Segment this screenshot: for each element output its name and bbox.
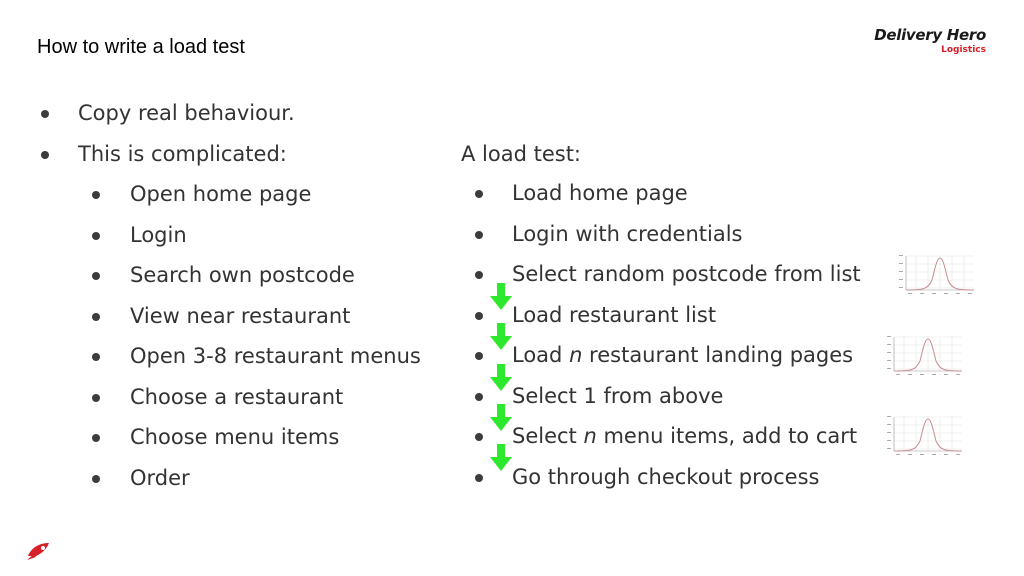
left-subitem: Choose a restaurant (130, 385, 344, 409)
bullet-dot (41, 110, 49, 118)
distribution-chart-icon (884, 413, 964, 459)
left-subitem: Open home page (130, 182, 312, 206)
right-item: Load restaurant list (512, 303, 717, 327)
green-down-arrow-icon (490, 444, 512, 472)
bullet-dot (92, 191, 100, 199)
left-item-copy-behaviour: Copy real behaviour. (78, 101, 295, 125)
left-item-complicated: This is complicated: (78, 142, 287, 166)
bullet-dot (475, 312, 483, 320)
right-item: Load home page (512, 181, 688, 205)
distribution-chart-icon (896, 252, 976, 298)
distribution-chart-icon (884, 333, 964, 379)
right-item: Select n menu items, add to cart (512, 424, 858, 448)
delivery-hero-logo (870, 26, 994, 62)
slide-title: How to write a load test (37, 36, 245, 58)
bullet-dot (475, 231, 483, 239)
bullet-dot (475, 352, 483, 360)
bullet-dot (92, 394, 100, 402)
bullet-dot (92, 475, 100, 483)
green-down-arrow-icon (490, 364, 512, 392)
left-subitem: Order (130, 466, 190, 490)
left-subitem: View near restaurant (130, 304, 351, 328)
bullet-dot (92, 353, 100, 361)
logo-brand-text: Delivery Hero (874, 26, 986, 44)
logo-sub-text: Logistics (941, 45, 986, 55)
delivery-hero-mark-icon (25, 540, 53, 562)
left-subitem: Login (130, 223, 187, 247)
bullet-dot (475, 474, 483, 482)
right-item: Load n restaurant landing pages (512, 343, 854, 367)
right-item: Go through checkout process (512, 465, 820, 489)
bullet-dot (92, 434, 100, 442)
bullet-dot (475, 393, 483, 401)
bullet-dot (475, 433, 483, 441)
bullet-dot (92, 313, 100, 321)
left-subitem: Open 3-8 restaurant menus (130, 344, 421, 368)
bullet-dot (92, 272, 100, 280)
left-subitem: Search own postcode (130, 263, 355, 287)
right-heading: A load test: (461, 142, 582, 166)
bullet-dot (92, 232, 100, 240)
green-down-arrow-icon (490, 323, 512, 351)
bullet-dot (475, 190, 483, 198)
right-item: Login with credentials (512, 222, 743, 246)
right-item: Select 1 from above (512, 384, 724, 408)
left-subitem: Choose menu items (130, 425, 340, 449)
bullet-dot (475, 271, 483, 279)
green-down-arrow-icon (490, 283, 512, 311)
green-down-arrow-icon (490, 404, 512, 432)
right-item: Select random postcode from list (512, 262, 861, 286)
bullet-dot (41, 151, 49, 159)
